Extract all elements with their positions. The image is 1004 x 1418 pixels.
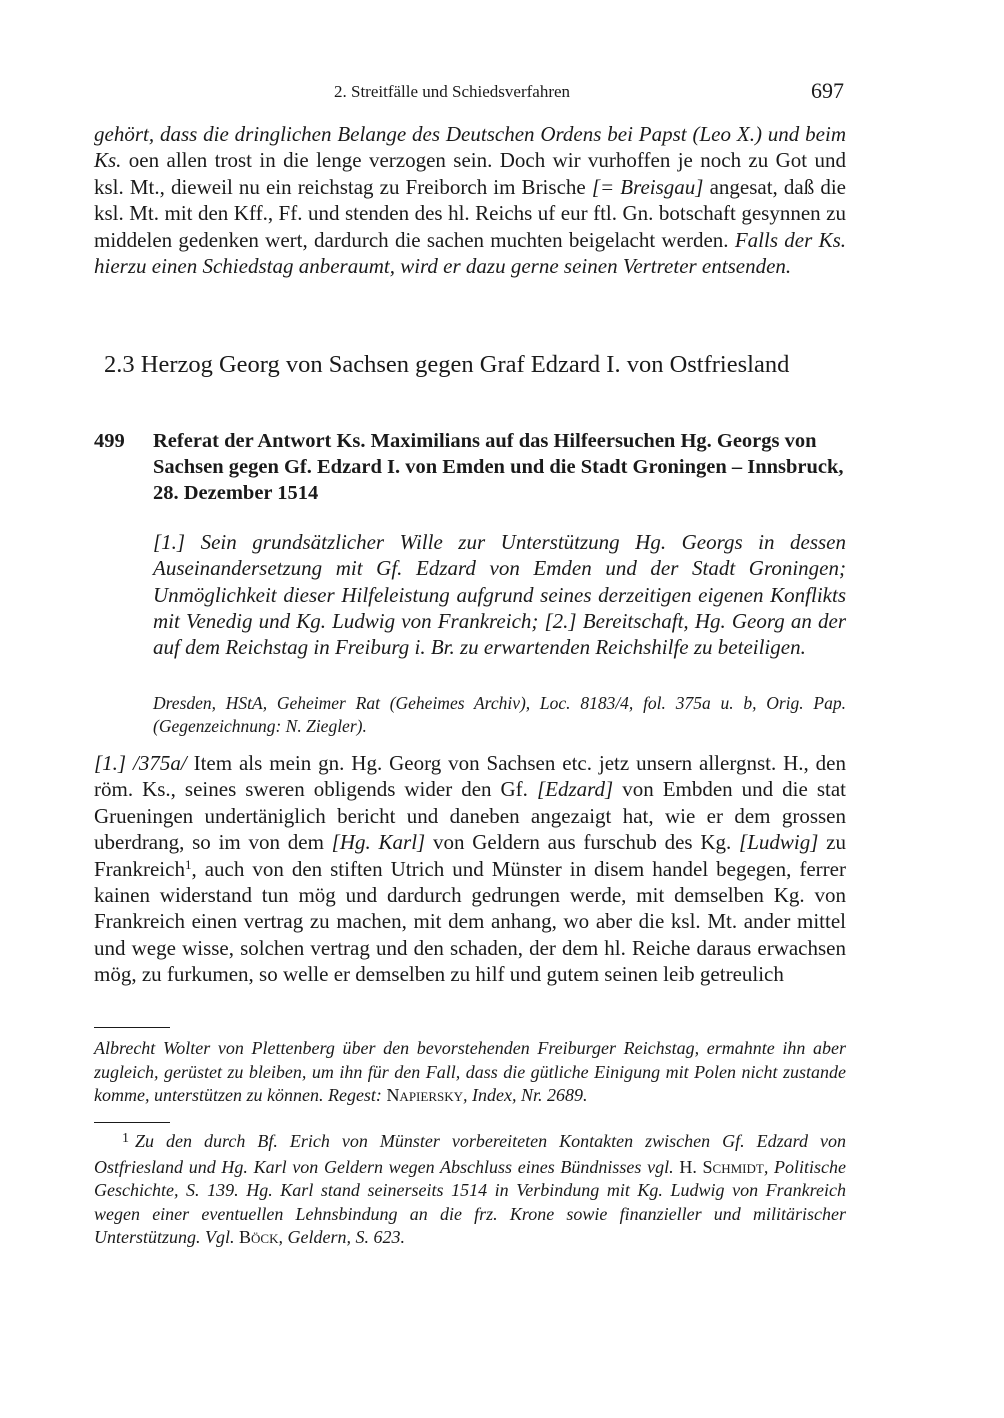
footnote-number: 1 <box>122 1131 129 1146</box>
text-run: Albrecht Wolter von Plettenberg über den bevorstehenden Freiburger Reichstag, ermahnte ihn aber zugleich, gerüstet zu bleiben, um ihn für den Fall, dass die gütliche Einigung mit Polen nicht zustande komme, unterstützen zu können. Regest: <box>94 1038 846 1105</box>
document-title: Referat der Antwort Ks. Maximilians auf das Hilfeersuchen Hg. Georgs von Sachsen gegen Gf. Edzard I. von Emden und die Stadt Groningen – Innsbruck, 28. Dezember 1514 <box>153 430 844 504</box>
small-caps-run: Napiersky <box>386 1085 464 1105</box>
text-run: Item als mein gn. Hg. Georg von Sachsen etc. jetz unsern allergnst. H., den röm. Ks., seines sweren obligends wider den Gf. <box>94 751 847 802</box>
running-head <box>94 80 846 108</box>
italic-run: [Edzard] <box>536 777 614 802</box>
small-caps-run: H. Schmidt <box>679 1156 764 1177</box>
page-number: 697 <box>811 78 844 103</box>
italic-run: Falls der Ks. hierzu einen Schiedstag anberaumt, wird er dazu gerne seinen Vertreter entsenden. <box>94 227 846 279</box>
footnote-divider <box>94 1122 170 1123</box>
document-summary: [1.] Sein grundsätzlicher Wille zur Unterstützung Hg. Georgs in dessen Auseinandersetzung mit Gf. Edzard von Emden und der Stadt Groningen; Unmöglichkeit dieser Hilfeleistung aufgrund seines derzeitigen eigenen Konflikts mit Venedig und Kg. Ludwig von Frankreich; [2.] Bereitschaft, Hg. Georg an der auf dem Reichstag in Freiburg i. Br. zu erwartenden Reichshilfe zu beteiligen. <box>153 530 846 660</box>
text-run: zu Frankreich <box>94 830 847 881</box>
text-run: , auch von den stiften Utrich und Münster in disem handel begegen, ferrer kainen widerstand tun mög und dardurch gedrungen werde, mit demselben Kg. von Frankreich einen vertrag zu machen, mit dem anhang, wo aber die ksl. Mt. ander mittel und wege wisse, solchen vertrag und den schaden, der dem hl. Reiche daraus erwachsen mög, zu furkumen, so welle er demselben zu hilf und gutem seinen leib getreulich <box>94 856 846 987</box>
section-heading: 2.3 Herzog Georg von Sachsen gegen Graf Edzard I. von Ostfriesland <box>104 351 790 378</box>
text-run: von Embden und die stat Grueningen undertäniglich bericht und daneben angezaigt hat, wie er dem grossen uberdrang, so im von dem <box>94 777 846 855</box>
running-title: 2. Streitfälle und Schiedsverfahren <box>334 82 571 101</box>
footnote-reference: 1 <box>184 856 192 872</box>
small-caps-run: Böck <box>239 1227 279 1247</box>
text-run: , Politische Geschichte, S. 139. Hg. Karl stand seinerseits 1514 in Verbindung mit Kg. Ludwig von Frankreich wegen einer eventuellen Lehnsbindung an die frz. Krone sowie finanzieller und militärischer Unterstützung. Vgl. <box>94 1156 847 1247</box>
italic-run: [= Breisgau] <box>591 174 704 199</box>
text-run: oen allen trost in die lenge verzogen sein. Doch wir vurhoffen je noch zu Got und ksl. Mt., dieweil nu ein reichstag zu Freiborch im Brische <box>94 148 846 199</box>
text-run: , Index, Nr. 2689. <box>463 1085 588 1105</box>
italic-run: [Hg. Karl] <box>331 830 426 855</box>
text-run: von Geldern aus furschub des Kg. <box>425 830 740 855</box>
note-divider <box>94 1027 170 1028</box>
italic-run: [Ludwig] <box>739 830 819 855</box>
text-run: angesat, daß die ksl. Mt. mit den Kff., Ff. und stenden des hl. Reichs uf eur ftl. Gn. botschaft gesynnen zu middelen gedenken wert, dardurch die sachen muchten beigelacht werden. <box>94 174 846 252</box>
annotation-note <box>94 1037 846 1108</box>
top-paragraph <box>94 121 846 279</box>
main-text <box>94 750 846 988</box>
footnote <box>94 1130 846 1250</box>
document-source: Dresden, HStA, Geheimer Rat (Geheimes Archiv), Loc. 8183/4, fol. 375a u. b, Orig. Pap. (Gegenzeichnung: N. Ziegler). <box>153 693 846 736</box>
document-number: 499 <box>94 430 125 452</box>
text-run: , Geldern, S. 623. <box>278 1227 405 1247</box>
text-run: Zu den durch Bf. Erich von Münster vorbereiteten Kontakten zwischen Gf. Edzard von Ostfriesland und Hg. Karl von Geldern wegen Abschluss eines Bündnisses vgl. <box>94 1131 846 1177</box>
italic-run: gehört, dass die dringlichen Belange des Deutschen Ordens bei Papst (Leo X.) und beim Ks. <box>94 122 846 173</box>
italic-run: [1.] /375a/ <box>94 751 187 775</box>
